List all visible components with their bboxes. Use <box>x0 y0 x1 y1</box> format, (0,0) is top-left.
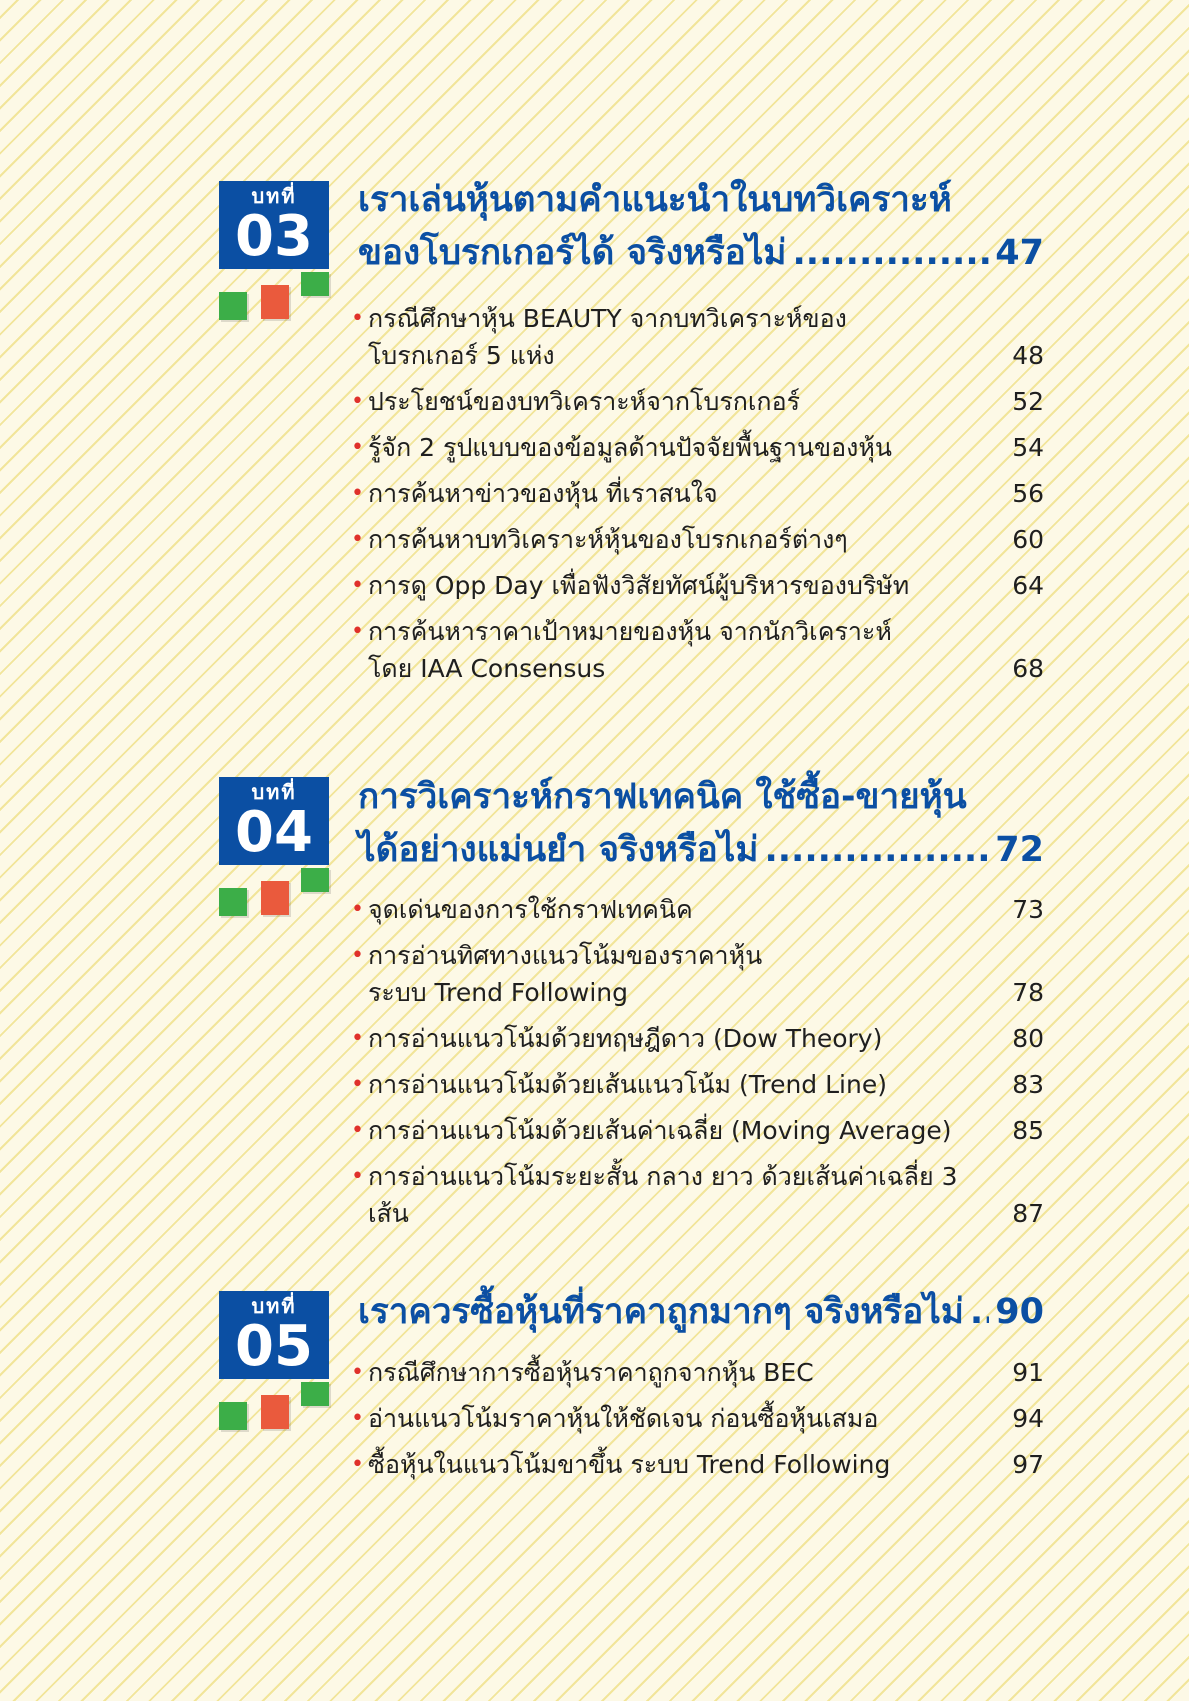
chapter-number: 04 <box>235 800 313 865</box>
title-page-number: 90 <box>995 1292 1044 1332</box>
toc-item-page: 73 <box>1012 895 1044 924</box>
toc-item-text-line2: โดย IAA Consensus <box>368 654 606 683</box>
toc-item-page: 64 <box>1012 571 1044 600</box>
toc-item-page: 78 <box>1012 978 1044 1007</box>
red-square-icon <box>261 881 289 915</box>
title-text: ของโบรกเกอร์ได้ จริงหรือไม่ <box>358 233 787 273</box>
green-square-icon <box>301 868 329 892</box>
toc-item-text: • การค้นหาบทวิเคราะห์หุ้นของโบรกเกอร์ต่างๆ <box>368 525 848 554</box>
toc-item-text: • การอ่านแนวโน้มด้วยเส้นแนวโน้ม (Trend Line) <box>368 1070 887 1099</box>
leader-dots <box>970 1286 989 1339</box>
title-text: ได้อย่างแม่นยำ จริงหรือไม่ <box>358 830 759 870</box>
chapter-badge <box>219 181 329 269</box>
toc-item-page: 48 <box>1012 341 1044 370</box>
chapter-title[interactable] <box>358 174 1044 280</box>
toc-item-text: • อ่านแนวโน้มราคาหุ้นให้ชัดเจน ก่อนซื้อหุ้นเสมอ <box>368 1404 879 1433</box>
toc-item-text: • การดู Opp Day เพื่อฟังวิสัยทัศน์ผู้บริหารของบริษัท <box>368 571 910 600</box>
toc-item[interactable] <box>368 1158 1044 1232</box>
toc-item[interactable] <box>368 300 1044 374</box>
red-square-icon <box>261 1395 289 1429</box>
chapter-number: 03 <box>235 204 313 269</box>
leader-dots <box>793 227 990 280</box>
title-line <box>358 771 1044 824</box>
title-line <box>358 174 1044 227</box>
chapter-badge <box>219 1291 329 1379</box>
toc-item-page: 56 <box>1012 479 1044 508</box>
chapter-title[interactable] <box>358 1286 1044 1339</box>
chapter-badge <box>219 777 329 865</box>
toc-item[interactable] <box>368 1112 1044 1149</box>
title-page-number: 72 <box>995 830 1044 870</box>
title-line <box>358 1286 1044 1339</box>
toc-item[interactable] <box>368 567 1044 604</box>
toc-item[interactable] <box>368 1400 1044 1437</box>
toc-item[interactable] <box>368 1020 1044 1057</box>
toc-item-page: 60 <box>1012 525 1044 554</box>
toc-item-page: 85 <box>1012 1116 1044 1145</box>
toc-item[interactable] <box>368 613 1044 687</box>
toc-item-page: 87 <box>1012 1199 1044 1228</box>
toc-item-text: • กรณีศึกษาการซื้อหุ้นราคาถูกจากหุ้น BEC <box>368 1358 814 1387</box>
toc-list <box>368 1354 1044 1492</box>
toc-item-page: 80 <box>1012 1024 1044 1053</box>
toc-item[interactable] <box>368 475 1044 512</box>
title-line <box>358 824 1044 877</box>
title-text: เราเล่นหุ้นตามคำแนะนำในบทวิเคราะห์ <box>358 180 952 220</box>
toc-item-text-line2: ระบบ Trend Following <box>368 978 628 1007</box>
toc-item-text: • จุดเด่นของการใช้กราฟเทคนิค <box>368 895 693 924</box>
chapter-title[interactable] <box>358 771 1044 877</box>
toc-item[interactable] <box>368 937 1044 1011</box>
toc-item[interactable] <box>368 521 1044 558</box>
green-square-icon <box>219 292 247 320</box>
toc-item-text: กรณีศึกษาหุ้น BEAUTY จากบทวิเคราะห์ของ <box>368 304 847 333</box>
chapter-number: 05 <box>235 1314 313 1379</box>
leader-dots <box>764 824 989 877</box>
green-square-icon <box>301 1382 329 1406</box>
toc-item-text: • รู้จัก 2 รูปแบบของข้อมูลด้านปัจจัยพื้นฐานของหุ้น <box>368 433 892 462</box>
toc-list <box>368 891 1044 1241</box>
chapter-label: บทที่ <box>251 184 297 208</box>
title-line <box>358 227 1044 280</box>
chapter-label: บทที่ <box>251 1294 297 1318</box>
toc-item[interactable] <box>368 1446 1044 1483</box>
toc-item[interactable] <box>368 1066 1044 1103</box>
red-square-icon <box>261 285 289 319</box>
green-square-icon <box>301 272 329 296</box>
toc-item-text: • การอ่านแนวโน้มด้วยเส้นค่าเฉลี่ย (Moving Average) <box>368 1116 952 1145</box>
chapter-label: บทที่ <box>251 780 297 804</box>
toc-item[interactable] <box>368 429 1044 466</box>
toc-item-page: 68 <box>1012 654 1044 683</box>
toc-item-text: • ซื้อหุ้นในแนวโน้มขาขึ้น ระบบ Trend Following <box>368 1450 891 1479</box>
title-text: เราควรซื้อหุ้นที่ราคาถูกมากๆ จริงหรือไม่ <box>358 1292 964 1332</box>
toc-item-text: • การอ่านแนวโน้มด้วยทฤษฎีดาว (Dow Theory) <box>368 1024 883 1053</box>
toc-list <box>368 300 1044 696</box>
toc-item-text: การค้นหาราคาเป้าหมายของหุ้น จากนักวิเคราะห์ <box>368 617 892 646</box>
toc-item-page: 52 <box>1012 387 1044 416</box>
title-page-number: 47 <box>995 233 1044 273</box>
toc-item-text: • ประโยชน์ของบทวิเคราะห์จากโบรกเกอร์ <box>368 387 801 416</box>
toc-item-page: 83 <box>1012 1070 1044 1099</box>
toc-item-page: 97 <box>1012 1450 1044 1479</box>
green-square-icon <box>219 888 247 916</box>
toc-item[interactable] <box>368 383 1044 420</box>
toc-item-page: 91 <box>1012 1358 1044 1387</box>
toc-item-text: • การอ่านแนวโน้มระยะสั้น กลาง ยาว ด้วยเส้นค่าเฉลี่ย 3 เส้น <box>368 1162 958 1228</box>
title-text: การวิเคราะห์กราฟเทคนิค ใช้ซื้อ-ขายหุ้น <box>358 777 967 817</box>
toc-item-text: การอ่านทิศทางแนวโน้มของราคาหุ้น <box>368 941 763 970</box>
toc-item-page: 54 <box>1012 433 1044 462</box>
toc-item-page: 94 <box>1012 1404 1044 1433</box>
green-square-icon <box>219 1402 247 1430</box>
toc-item[interactable] <box>368 891 1044 928</box>
toc-item-text: • การค้นหาข่าวของหุ้น ที่เราสนใจ <box>368 479 718 508</box>
toc-item[interactable] <box>368 1354 1044 1391</box>
toc-item-text-line2: โบรกเกอร์ 5 แห่ง <box>368 341 555 370</box>
